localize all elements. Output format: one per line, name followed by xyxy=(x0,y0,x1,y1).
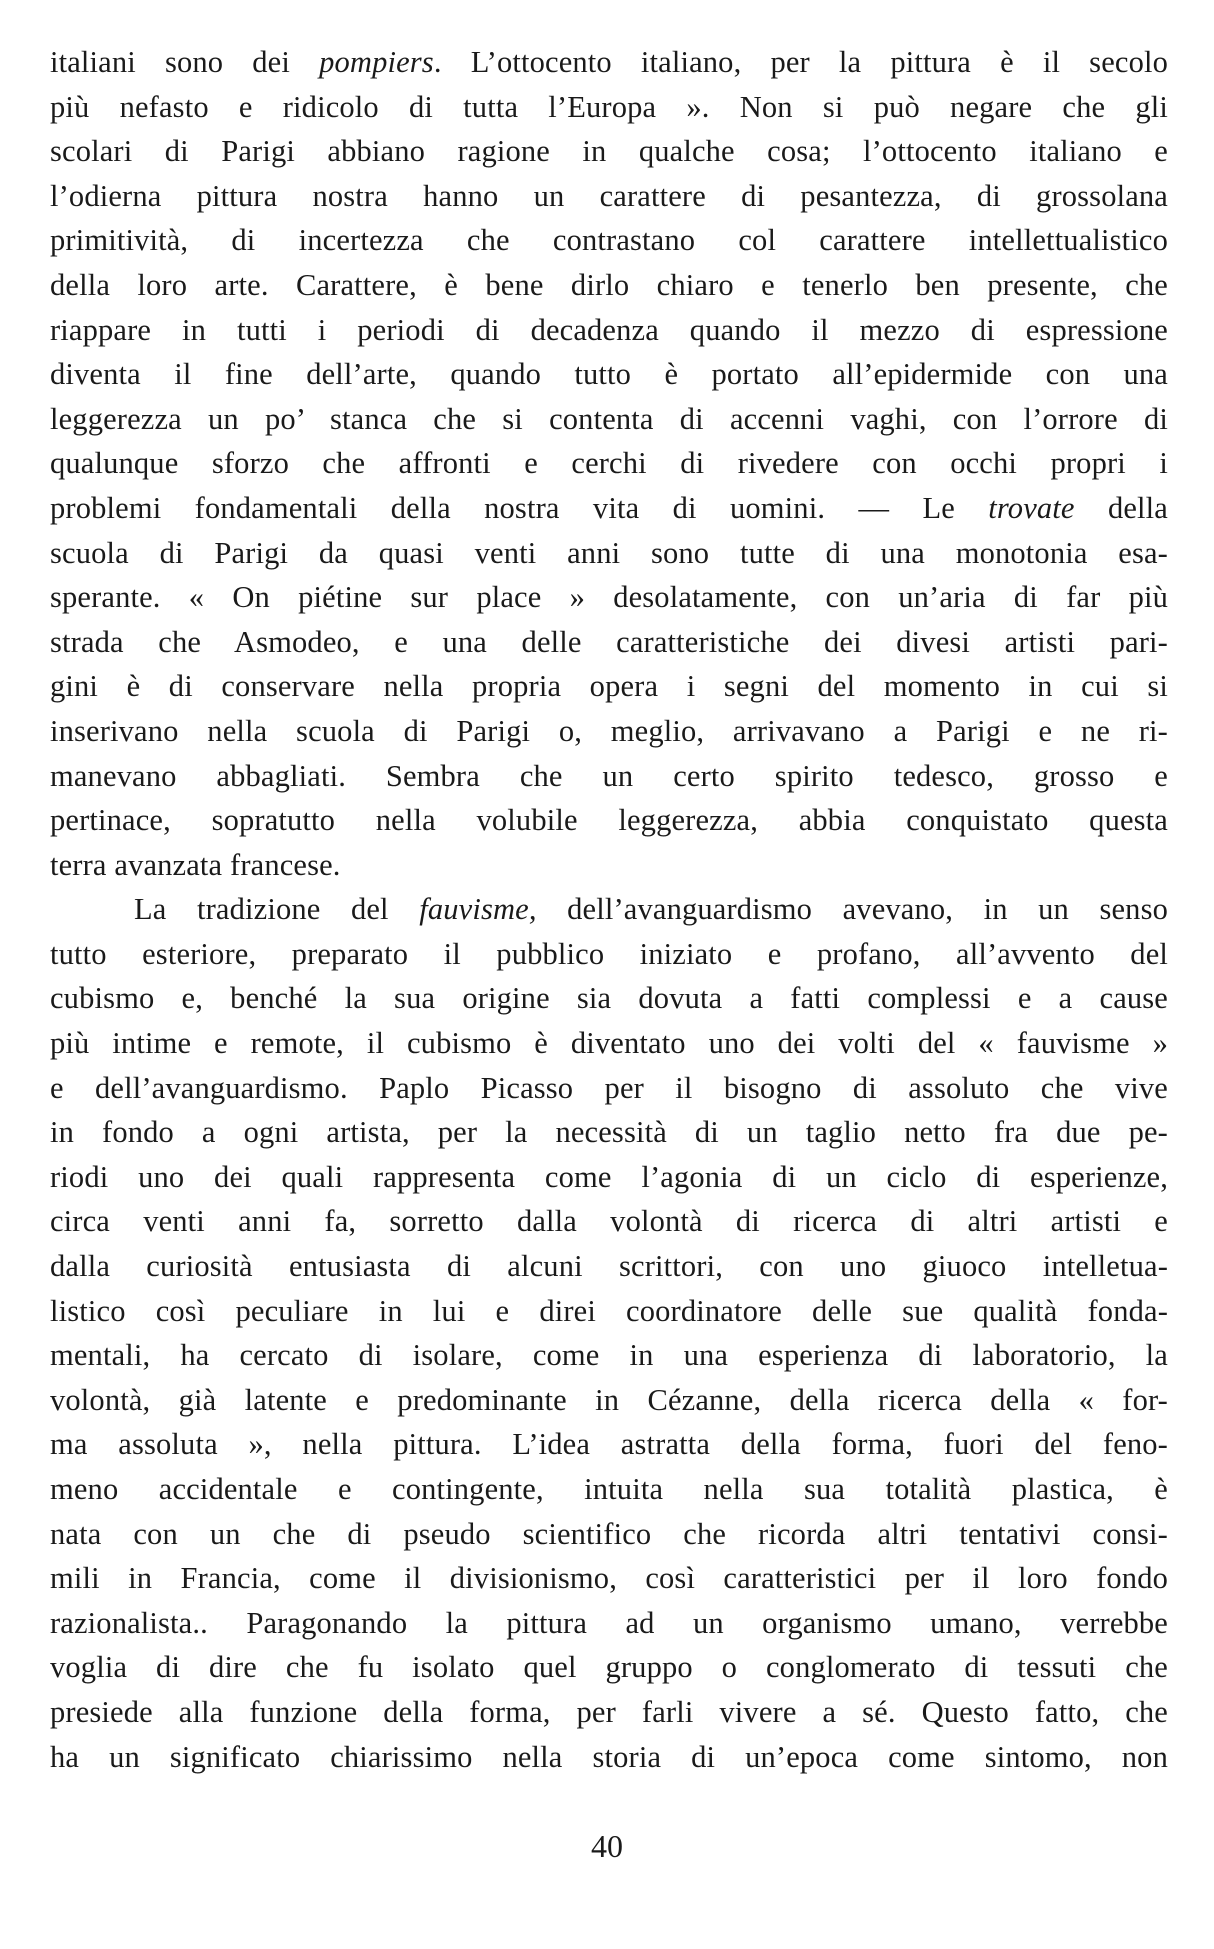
text-segment: della loro arte. Carattere, è bene dirlo chiaro e tenerlo ben presente, che xyxy=(50,267,1168,302)
text-line xyxy=(50,754,1168,799)
text-segment: sperante. « On piétine sur place » desolatamente, con un’aria di far più xyxy=(50,580,1168,615)
paragraph-2 xyxy=(50,887,1168,1779)
text-segment: scolari di Parigi abbiano ragione in qualche cosa; l’ottocento italiano e xyxy=(50,134,1168,169)
text-segment: . L’ottocento italiano, per la pittura è il secolo xyxy=(433,45,1168,79)
text-segment: e dell’avanguardismo. Paplo Picasso per il bisogno di assoluto che vive xyxy=(50,1070,1168,1105)
text-segment: listico così peculiare in lui e direi coordinatore delle sue qualità fonda- xyxy=(50,1293,1168,1328)
text-line xyxy=(50,308,1168,353)
text-segment: dell’avanguardismo avevano, in un senso xyxy=(536,892,1168,927)
text-segment: circa venti anni fa, sorretto dalla volontà di ricerca di altri artisti e xyxy=(50,1204,1168,1239)
text-segment: l’odierna pittura nostra hanno un carattere di pesantezza, di grossolana xyxy=(50,178,1168,213)
text-line xyxy=(50,1021,1168,1066)
text-segment: mili in Francia, come il divisionismo, così caratteristici per il loro fondo xyxy=(50,1561,1168,1596)
text-segment: italiani sono dei xyxy=(50,45,320,79)
text-segment: scuola di Parigi da quasi venti anni sono tutte di una monotonia esa- xyxy=(50,535,1168,570)
text-segment: inserivano nella scuola di Parigi o, meglio, arrivavano a Parigi e ne ri- xyxy=(50,713,1168,748)
text-line xyxy=(50,1333,1168,1378)
text-segment: terra avanzata francese. xyxy=(50,847,341,882)
text-line xyxy=(50,709,1168,754)
text-line xyxy=(50,441,1168,486)
text-line xyxy=(50,174,1168,219)
text-segment: razionalista.. Paragonando la pittura ad un organismo umano, verrebbe xyxy=(50,1605,1168,1640)
text-segment: ha un significato chiarissimo nella storia di un’epoca come sintomo, non xyxy=(50,1739,1168,1774)
text-line xyxy=(50,1066,1168,1111)
text-line xyxy=(50,575,1168,620)
text-segment: diventa il fine dell’arte, quando tutto è portato all’epidermide con una xyxy=(50,357,1168,392)
text-line xyxy=(50,1512,1168,1557)
text-segment: strada che Asmodeo, e una delle caratteristiche dei divesi artisti pari- xyxy=(50,624,1168,659)
text-segment: manevano abbagliati. Sembra che un certo spirito tedesco, grosso e xyxy=(50,758,1168,793)
text-line xyxy=(50,85,1168,130)
text-line xyxy=(50,1199,1168,1244)
text-line xyxy=(50,1110,1168,1155)
text-line xyxy=(50,843,1168,888)
text-line xyxy=(50,531,1168,576)
italic-term: trovate xyxy=(988,490,1075,525)
text-line xyxy=(50,1244,1168,1289)
text-segment: dalla curiosità entusiasta di alcuni scrittori, con uno giuoco intelletua- xyxy=(50,1249,1168,1284)
text-segment: più nefasto e ridicolo di tutta l’Europa ». Non si può negare che gli xyxy=(50,89,1168,124)
text-segment: voglia di dire che fu isolato quel gruppo o conglomerato di tessuti che xyxy=(50,1650,1168,1685)
text-segment: qualunque sforzo che affronti e cerchi di rivedere con occhi propri i xyxy=(50,446,1168,481)
text-line xyxy=(50,129,1168,174)
text-segment: gini è di conservare nella propria opera i segni del momento in cui si xyxy=(50,669,1168,704)
text-segment: riappare in tutti i periodi di decadenza quando il mezzo di espressione xyxy=(50,312,1168,347)
text-line xyxy=(50,1645,1168,1690)
text-line xyxy=(50,1735,1168,1780)
text-line xyxy=(50,40,1168,85)
text-line xyxy=(50,352,1168,397)
text-segment: volontà, già latente e predominante in Cézanne, della ricerca della « for- xyxy=(50,1382,1168,1417)
text-segment: della xyxy=(1074,490,1168,525)
text-segment: tutto esteriore, preparato il pubblico iniziato e profano, all’avvento del xyxy=(50,936,1168,971)
text-segment: mentali, ha cercato di isolare, come in una esperienza di laboratorio, la xyxy=(50,1338,1168,1373)
text-line xyxy=(50,1155,1168,1200)
text-line xyxy=(50,1467,1168,1512)
text-line xyxy=(50,263,1168,308)
text-segment: presiede alla funzione della forma, per farli vivere a sé. Questo fatto, che xyxy=(50,1694,1168,1729)
text-line xyxy=(50,976,1168,1021)
text-segment: più intime e remote, il cubismo è diventato uno dei volti del « fauvisme » xyxy=(50,1026,1168,1061)
text-line xyxy=(50,1556,1168,1601)
text-segment: leggerezza un po’ stanca che si contenta di accenni vaghi, con l’orrore di xyxy=(50,401,1168,436)
text-line xyxy=(50,887,1168,932)
text-segment: in fondo a ogni artista, per la necessità di un taglio netto fra due pe- xyxy=(50,1115,1168,1150)
italic-term: pompiers xyxy=(319,45,434,79)
text-segment: pertinace, sopratutto nella volubile leggerezza, abbia conquistato questa xyxy=(50,803,1168,838)
italic-term: fauvisme, xyxy=(419,892,537,927)
paragraph-1 xyxy=(50,40,1168,887)
text-line xyxy=(50,1289,1168,1334)
text-segment: La tradizione del xyxy=(134,892,420,927)
text-segment: primitività, di incertezza che contrastano col carattere intellettualistico xyxy=(50,223,1168,258)
text-line xyxy=(50,1690,1168,1735)
text-line xyxy=(50,932,1168,977)
text-line xyxy=(50,798,1168,843)
text-line xyxy=(50,397,1168,442)
text-line xyxy=(50,1601,1168,1646)
text-segment: nata con un che di pseudo scientifico che ricorda altri tentativi consi- xyxy=(50,1516,1168,1551)
text-segment: ma assoluta », nella pittura. L’idea astratta della forma, fuori del feno- xyxy=(50,1427,1168,1462)
text-segment: meno accidentale e contingente, intuita nella sua totalità plastica, è xyxy=(50,1472,1168,1506)
page-number: 40 xyxy=(591,1828,623,1864)
text-line xyxy=(50,620,1168,665)
text-segment: cubismo e, benché la sua origine sia dovuta a fatti complessi e a cause xyxy=(50,981,1168,1016)
text-segment: riodi uno dei quali rappresenta come l’agonia di un ciclo di esperienze, xyxy=(50,1159,1168,1194)
text-line xyxy=(50,1378,1168,1423)
text-line xyxy=(50,664,1168,709)
text-line xyxy=(50,1422,1168,1467)
page-body xyxy=(50,40,1168,1779)
text-segment: problemi fondamentali della nostra vita di uomini. — Le xyxy=(50,490,989,525)
text-line xyxy=(50,486,1168,531)
text-line xyxy=(50,218,1168,263)
